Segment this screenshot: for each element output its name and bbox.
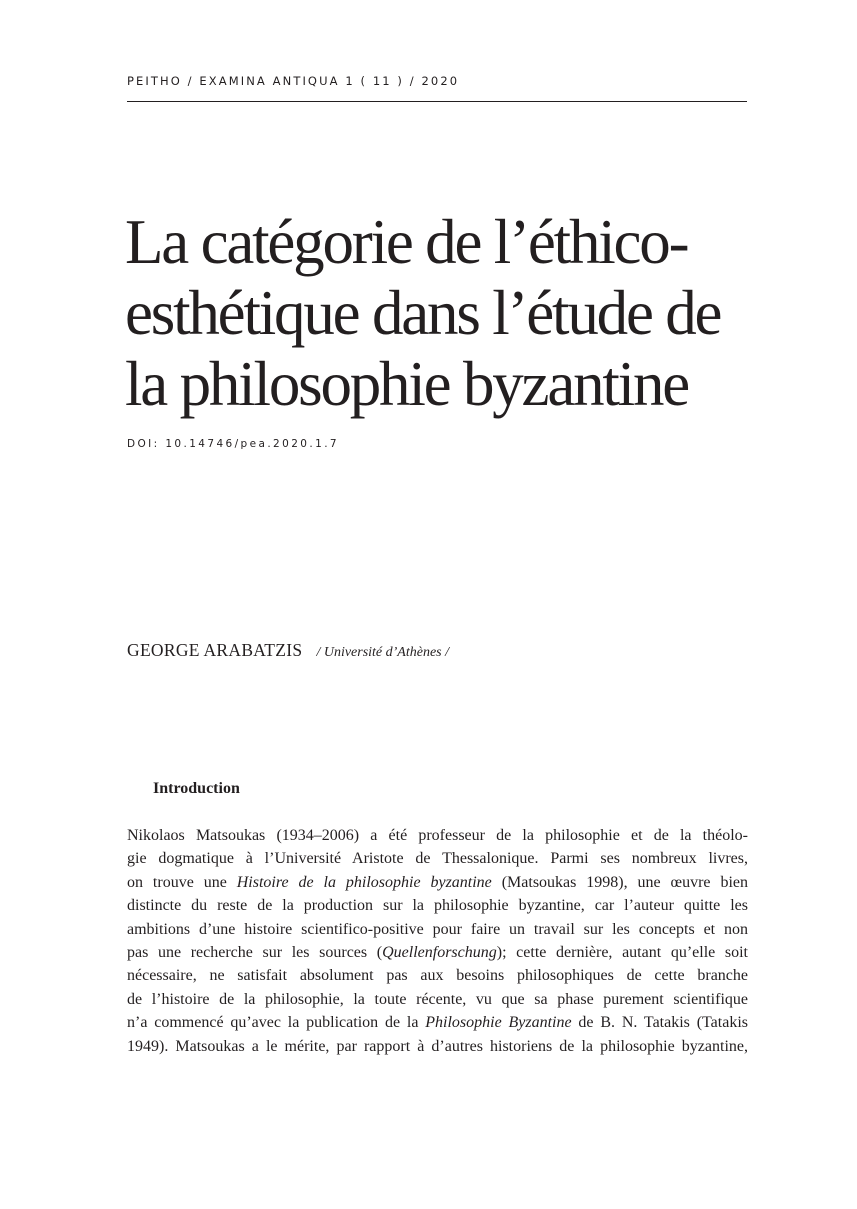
text-run: Nikolaos Matsoukas (1934–2006) a été professeur de la philosophie et de la théolo- (127, 827, 748, 844)
text-run: distincte du reste de la production sur la philosophie byzantine, car l’auteur quitte les (127, 897, 748, 915)
paragraph-line (127, 964, 748, 987)
text-run: ); cette dernière, autant qu’elle soit (496, 944, 748, 962)
body-paragraph (127, 824, 748, 1058)
paragraph-line (127, 824, 748, 847)
section-heading: Introduction (153, 780, 240, 797)
paragraph-line (127, 1035, 748, 1058)
header-rule (127, 101, 747, 102)
text-run: de B. N. Tatakis (Tatakis (571, 1014, 749, 1032)
text-run: pas une recherche sur les sources ( (127, 944, 383, 962)
article-title (125, 207, 765, 420)
text-run: de l’histoire de la philosophie, la toute récente, vu que sa phase purement scientifique (127, 990, 748, 1008)
running-head: PEITHO / EXAMINA ANTIQUA 1 ( 11 ) / 2020 (127, 74, 460, 88)
title-line: La catégorie de l’éthico- (125, 207, 688, 277)
paragraph-line (127, 894, 748, 917)
text-run: gie dogmatique à l’Université Aristote de Thessalonique. Parmi ses nombreux livres, (127, 850, 748, 868)
paragraph-line (127, 871, 748, 894)
paragraph-line (127, 988, 748, 1011)
text-run: (Matsoukas 1998), une œuvre bien (491, 873, 748, 891)
author-line (127, 640, 449, 661)
italic-text: Philosophie Byzantine (425, 1014, 572, 1032)
text-run: nécessaire, ne satisfait absolument pas aux besoins philosophiques de cette branche (127, 967, 748, 985)
author-name: GEORGE ARABATZIS (127, 640, 303, 660)
title-line: esthétique dans l’étude de (125, 278, 721, 348)
text-run: ambitions d’une histoire scientifico-positive pour faire un travail sur les concepts et non (127, 920, 748, 938)
text-run: on trouve une (127, 873, 237, 891)
paragraph-line (127, 918, 748, 941)
paragraph-line (127, 941, 748, 964)
italic-text: Histoire de la philosophie byzantine (236, 873, 492, 891)
doi: DOI: 10.14746/pea.2020.1.7 (127, 438, 340, 450)
author-affiliation: / Université d’Athènes / (316, 645, 450, 660)
paragraph-line (127, 847, 748, 870)
paragraph-line (127, 1011, 748, 1034)
text-run: 1949). Matsoukas a le mérite, par rapport à d’autres historiens de la philosophie byzantine, (127, 1037, 748, 1055)
italic-text: Quellenforschung (382, 944, 497, 962)
title-line: la philosophie byzantine (125, 349, 689, 419)
text-run: n’a commencé qu’avec la publication de la (127, 1014, 426, 1032)
